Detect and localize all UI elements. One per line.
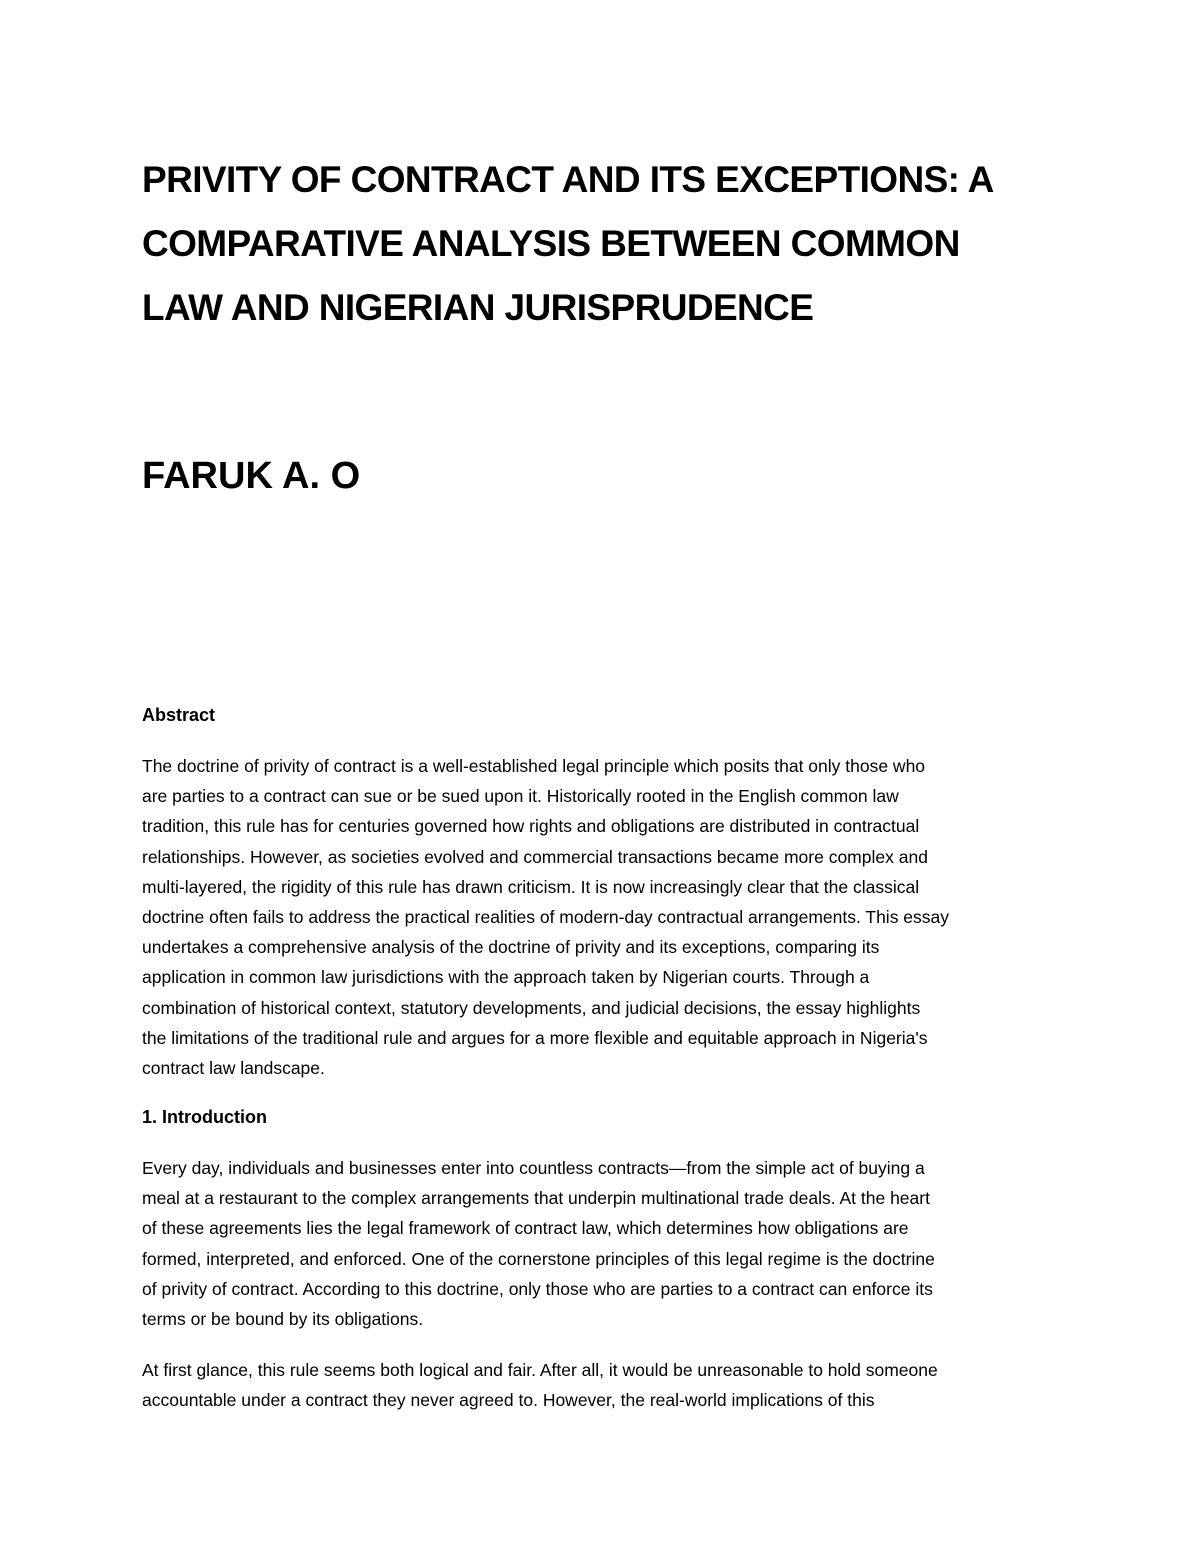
text-line: of privity of contract. According to this doctrine, only those who are parties to a contract can enforce its [142,1278,933,1299]
text-line: undertakes a comprehensive analysis of the doctrine of privity and its exceptions, comparing its [142,937,880,958]
abstract-paragraph [142,751,1062,1083]
text-line: are parties to a contract can sue or be sued upon it. Historically rooted in the English common law [142,786,899,807]
introduction-paragraph [142,1153,1062,1334]
text-line: meal at a restaurant to the complex arrangements that underpin multinational trade deals. At the heart [142,1188,930,1209]
text-line: The doctrine of privity of contract is a well-established legal principle which posits that only those who [142,756,926,776]
text-line: At first glance, this rule seems both logical and fair. After all, it would be unreasonable to hold someone [142,1360,938,1380]
text-line: accountable under a contract they never agreed to. However, the real-world implications of this [142,1390,875,1411]
title-line: LAW AND NIGERIAN JURISPRUDENCE [142,287,814,328]
title-line: COMPARATIVE ANALYSIS BETWEEN COMMON [142,223,960,264]
text-line: application in common law jurisdictions with the approach taken by Nigerian courts. Through a [142,967,870,988]
abstract-heading: Abstract [142,705,216,725]
introduction-paragraph-continued [142,1355,1062,1415]
text-line: multi-layered, the rigidity of this rule has drawn criticism. It is now increasingly clear that the classical [142,876,920,897]
text-line: Every day, individuals and businesses enter into countless contracts—from the simple act of buying a [142,1158,925,1178]
text-line: of these agreements lies the legal framework of contract law, which determines how obligations are [142,1218,909,1239]
text-line: doctrine often fails to address the practical realities of modern-day contractual arrangements. This essay [142,907,950,928]
text-line: the limitations of the traditional rule and argues for a more flexible and equitable approach in Nigeria's [142,1027,928,1048]
text-line: formed, interpreted, and enforced. One of the cornerstone principles of this legal regime is the doctrine [142,1248,935,1269]
text-line: terms or be bound by its obligations. [142,1309,424,1330]
text-line: contract law landscape. [142,1058,325,1079]
text-line: relationships. However, as societies evolved and commercial transactions became more complex and [142,846,928,867]
text-line: combination of historical context, statutory developments, and judicial decisions, the essay highlights [142,997,921,1018]
document-title [142,148,1082,340]
author-name: FARUK A. O [142,455,361,497]
title-line: PRIVITY OF CONTRACT AND ITS EXCEPTIONS: A [142,159,994,200]
text-line: tradition, this rule has for centuries governed how rights and obligations are distributed in contractual [142,816,920,837]
introduction-heading: 1. Introduction [142,1107,267,1127]
